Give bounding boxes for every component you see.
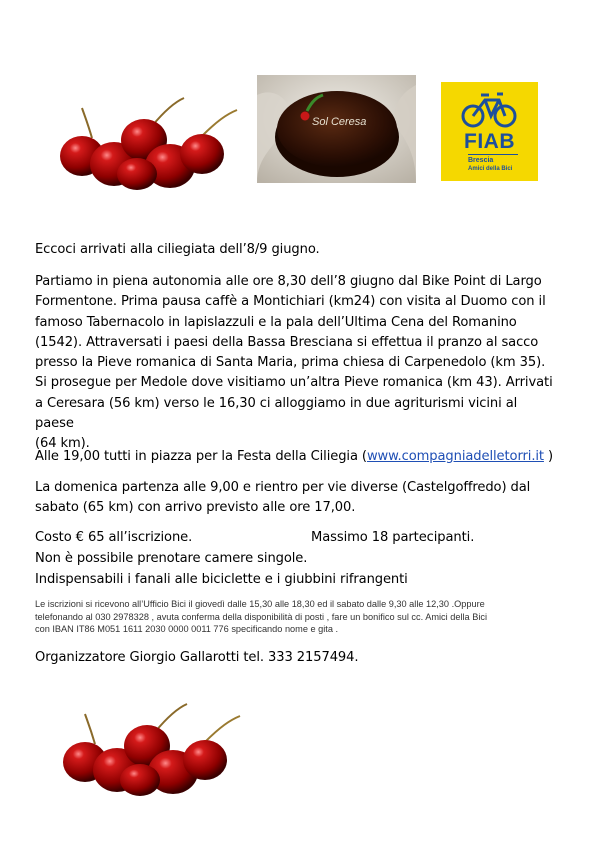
single-rooms-note: Non è possibile prenotare camere singole. bbox=[35, 551, 308, 566]
fiab-logo bbox=[441, 82, 538, 181]
cherries-bottom-image bbox=[55, 702, 245, 797]
logo-subtitle-brescia: Brescia bbox=[468, 157, 494, 164]
cherries-top-image bbox=[52, 96, 242, 191]
registration-line: telefonando al 030 2978328 , avuta conferma della disponibilità di posti , fare un bonifico sul cc. Amici della Bici bbox=[35, 611, 487, 622]
itinerary-line: Formentone. Prima pausa caffè a Montichiari (km24) con visita al Duomo con il bbox=[35, 294, 546, 310]
itinerary-line: (1542). Attraversati i paesi della Bassa Bresciana si effettua il pranzo al sacco bbox=[35, 334, 539, 350]
festa-paragraph bbox=[35, 447, 560, 467]
logo-title: FIAB bbox=[464, 130, 515, 153]
itinerary-line: (64 km). bbox=[35, 436, 90, 452]
lights-note: Indispensabili i fanali alle biciclette e i giubbini rifrangenti bbox=[35, 572, 408, 587]
itinerary-line: famoso Tabernacolo in lapislazzuli e la pala dell’Ultima Cena del Romanino bbox=[35, 314, 517, 330]
registration-line: con IBAN IT86 M051 1611 2030 0000 0011 776 specificando nome e gita . bbox=[35, 624, 339, 635]
intro-paragraph: Eccoci arrivati alla ciliegiata dell’8/9 giugno. bbox=[35, 242, 320, 257]
itinerary-paragraph bbox=[35, 272, 560, 455]
festa-suffix: ) bbox=[543, 449, 554, 464]
organizer-text: Organizzatore Giorgio Gallarotti tel. 333 2157494. bbox=[35, 650, 359, 665]
domenica-line: sabato (65 km) con arrivo previsto alle ore 17,00. bbox=[35, 500, 356, 516]
itinerary-line: a Ceresara (56 km) verso le 16,30 ci alloggiamo in due agriturismi vicini al paese bbox=[35, 395, 518, 432]
cake-text: Sol Ceresa bbox=[312, 116, 367, 128]
registration-info bbox=[35, 598, 560, 636]
domenica-paragraph bbox=[35, 478, 560, 519]
itinerary-line: presso la Pieve romanica di Santa Maria, prima chiesa di Carpenedolo (km 35). bbox=[35, 355, 546, 371]
max-participants-text: Massimo 18 partecipanti. bbox=[311, 530, 475, 545]
festa-text: Alle 19,00 tutti in piazza per la Festa della Ciliegia ( bbox=[35, 449, 367, 464]
domenica-line: La domenica partenza alle 9,00 e rientro per vie diverse (Castelgoffredo) dal bbox=[35, 480, 531, 495]
registration-line: Le iscrizioni si ricevono all’Ufficio Bici il giovedì dalle 15,30 alle 18,30 ed il sabato dalle 9,30 alle 12,30 .Oppure bbox=[35, 599, 485, 609]
logo-divider bbox=[468, 154, 518, 155]
cost-text: Costo € 65 all’iscrizione. bbox=[35, 530, 193, 545]
festa-website-link[interactable]: www.compagniadelletorri.it bbox=[366, 449, 544, 464]
cake-image bbox=[257, 75, 416, 183]
itinerary-line: Si prosegue per Medole dove visitiamo un’altra Pieve romanica (km 43). Arrivati bbox=[35, 375, 553, 391]
itinerary-line: Partiamo in piena autonomia alle ore 8,30 dell’8 giugno dal Bike Point di Largo bbox=[35, 274, 542, 289]
logo-subtitle-amici: Amici della Bici bbox=[468, 166, 513, 172]
